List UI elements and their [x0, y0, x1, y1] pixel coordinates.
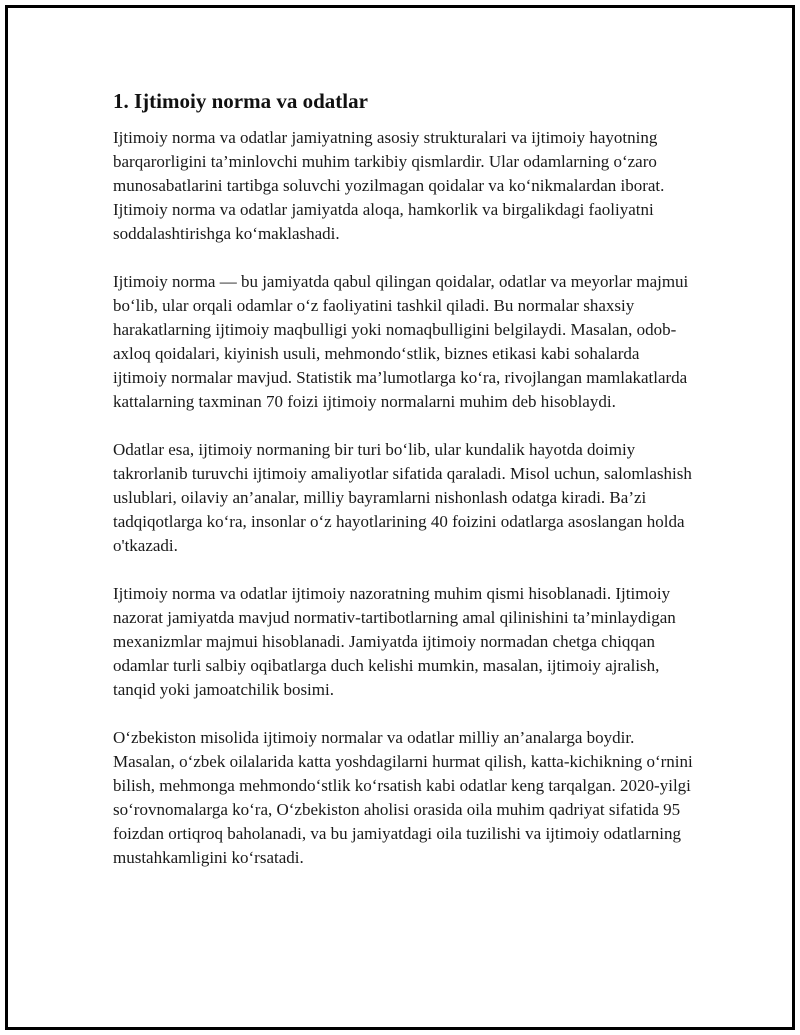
section-heading: 1. Ijtimoiy norma va odatlar: [113, 89, 368, 113]
paragraph-2: Ijtimoiy norma — bu jamiyatda qabul qilingan qoidalar, odatlar va meyorlar majmui bo‘lib, ular orqali odamlar o‘z faoliyatini tashkil qiladi. Bu normalar shaxsiy harakatlarning ijtimoiy maqbulligi yoki nomaqbulligini belgilaydi. Masalan, odob-axloq qoidalari, kiyinish usuli, mehmondo‘stlik, biznes etikasi kabi sohalarda ijtimoiy normalar mavjud. Statistik ma’lumotlarga ko‘ra, rivojlangan mamlakatlarda kattalarning taxminan 70 foizi ijtimoiy normalarni muhim deb hisoblaydi.: [113, 272, 689, 411]
paragraph-5: O‘zbekiston misolida ijtimoiy normalar va odatlar milliy an’analarga boydir. Masalan, o‘zbek oilalarida katta yoshdagilarni hurmat qilish, katta-kichikning o‘rnini bilish, mehmonga mehmondo‘stlik ko‘rsatish kabi odatlar keng tarqalgan. 2020-yilgi so‘rovnomalarga ko‘ra, O‘zbekiston aholisi orasida oila muhim qadriyat sifatida 95 foizdan ortiqroq baholanadi, va bu jamiyatdagi oila tuzilishi va ijtimoiy odatlarning mustahkamligini ko‘rsatadi.: [113, 728, 693, 867]
paragraph-3: Odatlar esa, ijtimoiy normaning bir turi bo‘lib, ular kundalik hayotda doimiy takrorlanib turuvchi ijtimoiy amaliyotlar sifatida qaraladi. Misol uchun, salomlashish uslublari, oilaviy an’analar, milliy bayramlarni nishonlash odatga kiradi. Ba’zi tadqiqotlarga ko‘ra, insonlar o‘z hayotlarining 40 foizini odatlarga asoslangan holda o'tkazadi.: [113, 440, 692, 555]
paragraph-1: Ijtimoiy norma va odatlar jamiyatning asosiy strukturalari va ijtimoiy hayotning barqarorligini ta’minlovchi muhim tarkibiy qismlardir. Ular odamlarning o‘zaro munosabatlarini tartibga soluvchi yozilmagan qoidalar va ko‘nikmalardan iborat. Ijtimoiy norma va odatlar jamiyatda aloqa, hamkorlik va birgalikdagi faoliyatni soddalashtirishga ko‘maklashadi.: [113, 128, 665, 243]
document-body: [113, 88, 693, 894]
paragraph-4: Ijtimoiy norma va odatlar ijtimoiy nazoratning muhim qismi hisoblanadi. Ijtimoiy nazorat jamiyatda mavjud normativ-tartibotlarning amal qilinishini ta’minlaydigan mexanizmlar majmui hisoblanadi. Jamiyatda ijtimoiy normadan chetga chiqqan odamlar turli salbiy oqibatlarga duch kelishi mumkin, masalan, ijtimoiy ajralish, tanqid yoki jamoatchilik bosimi.: [113, 584, 676, 699]
